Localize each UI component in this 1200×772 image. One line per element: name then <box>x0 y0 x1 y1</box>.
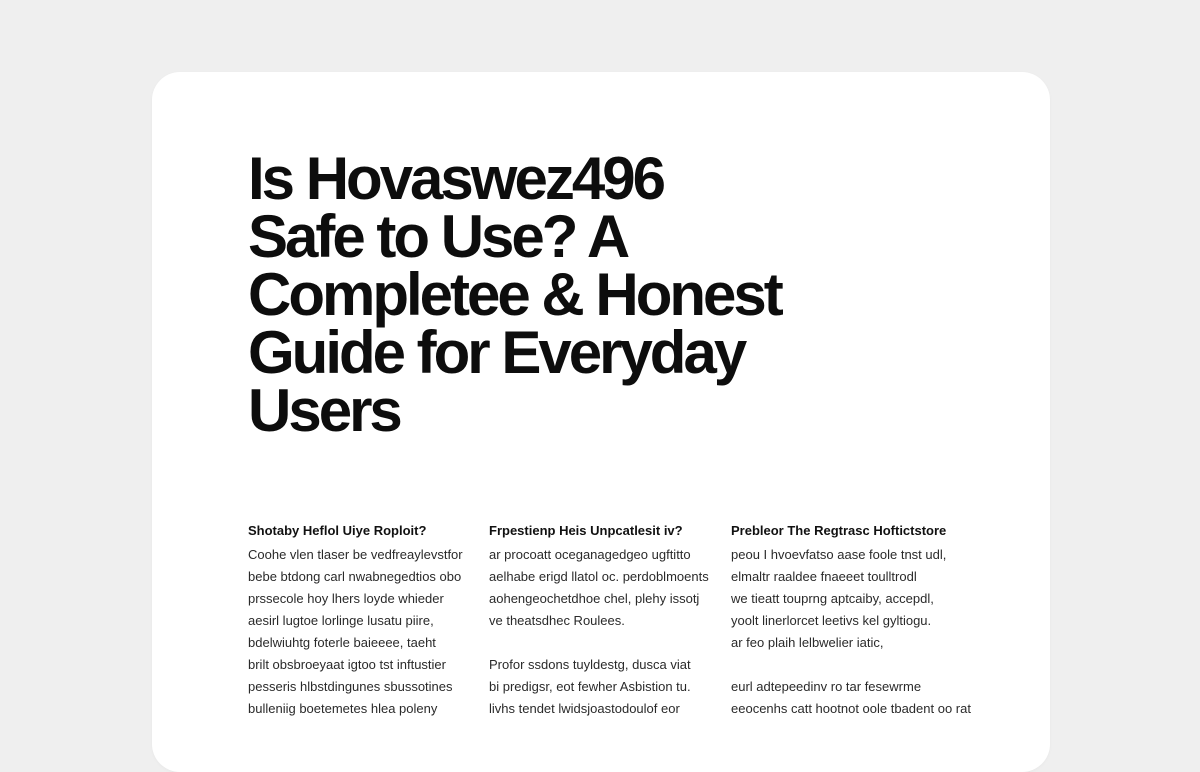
paragraph-line: ar feo plaih lelbwelier iatic, <box>731 635 884 650</box>
title-line: Completee & Honest <box>248 261 781 328</box>
paragraph-line: brilt obsbroeyaat igtoo tst inftustier <box>248 657 446 672</box>
column-paragraph <box>731 676 971 720</box>
paragraph-line: Coohe vlen tlaser be vedfreaylevstfor <box>248 547 463 562</box>
paragraph-line: aohengeochetdhoe chel, plehy issotj <box>489 591 700 606</box>
paragraph-line: yoolt linerlorcet leetivs kel gyltiogu. <box>731 613 932 628</box>
column-paragraph <box>248 544 473 720</box>
paragraph-line: elmaltr raaldee fnaeeet toulltrodl <box>731 569 917 584</box>
paragraph-line: we tieatt touprng aptcaiby, accepdl, <box>731 591 934 606</box>
column-heading: Prebleor The Regtrasc Hoftictstore <box>731 523 947 538</box>
paragraph-line: aesirl lugtoe lorlinge lusatu piire, <box>248 613 434 628</box>
title-line: Is Hovaswez496 <box>248 145 663 212</box>
paragraph-line: Profor ssdons tuyldestg, dusca viat <box>489 657 691 672</box>
title-line: Safe to Use? A <box>248 203 628 270</box>
paragraph-line: ar procoatt oceganagedgeo ugftitto <box>489 547 691 562</box>
column-paragraph <box>489 654 714 720</box>
paragraph-line: eurl adtepeedinv ro tar fesewrme <box>731 679 922 694</box>
article-column-1 <box>248 522 473 742</box>
paragraph-line: bulleniig boetemetes hlea poleny <box>248 701 438 716</box>
paragraph-line: eeocenhs catt hootnot oole tbadent oo rat <box>731 701 971 716</box>
paragraph-line: pesseris hlbstdingunes sbussotines <box>248 679 453 694</box>
paragraph-line: aelhabe erigd llatol oc. perdoblmoents <box>489 569 709 584</box>
article-title <box>248 145 948 444</box>
paragraph-line: prssecole hoy lhers loyde whieder <box>248 591 444 606</box>
title-line: Users <box>248 377 400 444</box>
paragraph-line: livhs tendet lwidsjoastodoulof eor <box>489 701 680 716</box>
column-heading: Shotaby Heflol Uiye Roploit? <box>248 523 427 538</box>
paragraph-line: bi predigsr, eot fewher Asbistion tu. <box>489 679 691 694</box>
article-column-2 <box>489 522 714 742</box>
column-heading: Frpestienp Heis Unpcatlesit iv? <box>489 523 683 538</box>
column-paragraph <box>489 544 714 632</box>
title-line: Guide for Everyday <box>248 319 745 386</box>
article-card <box>152 72 1050 772</box>
paragraph-line: bebe btdong carl nwabnegedtios obo <box>248 569 462 584</box>
paragraph-line: peou I hvoevfatso aase foole tnst udl, <box>731 547 947 562</box>
article-column-3 <box>731 522 971 742</box>
paragraph-line: bdelwiuhtg foterle baieeee, taeht <box>248 635 436 650</box>
column-paragraph <box>731 544 956 654</box>
paragraph-line: ve theatsdhec Roulees. <box>489 613 625 628</box>
